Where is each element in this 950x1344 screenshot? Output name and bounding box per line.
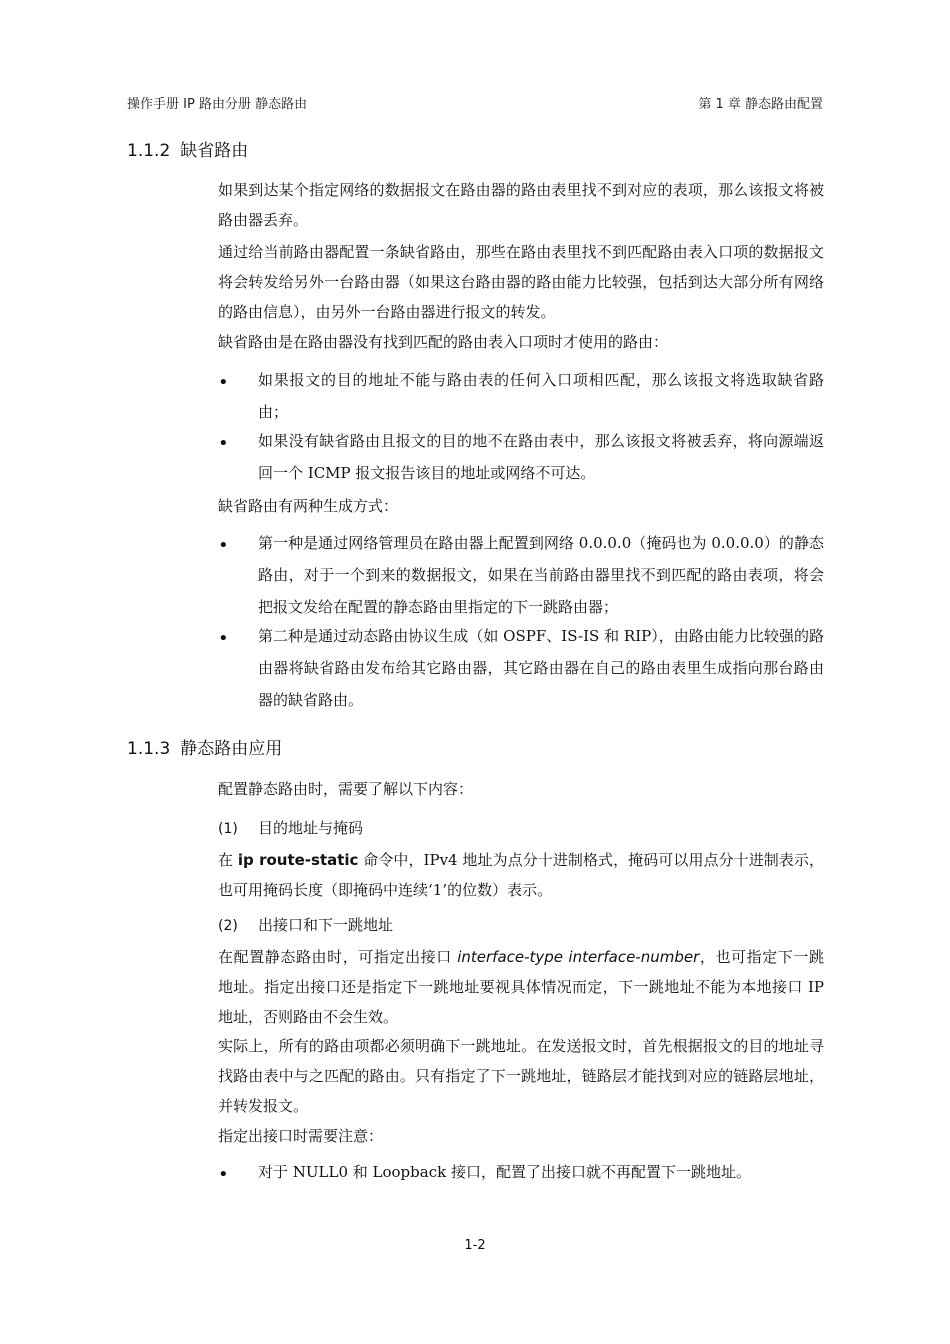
section-number: 1.1.2	[127, 141, 171, 161]
page-number: 1-2	[464, 1238, 486, 1253]
bullet-icon: •	[218, 433, 229, 454]
paragraph: 配置静态路由时，需要了解以下内容：	[218, 780, 474, 798]
item-text: 目的地址与掩码	[258, 819, 364, 837]
section-heading-1-1-2	[127, 136, 248, 161]
bullet-icon: •	[218, 1164, 229, 1185]
list-item-text: 对于 NULL0 和 Loopback 接口，配置了出接口就不再配置下一跳地址。	[258, 1163, 751, 1181]
text-run: 命令中，IPv4 地址为点分十进制格式，掩码可以用点分十进制表示，也可用掩码长度（即掩码中连续‘1’的位数）表示。	[218, 851, 824, 899]
section-heading-1-1-3	[127, 734, 282, 759]
paragraph: 通过给当前路由器配置一条缺省路由，那些在路由表里找不到匹配路由表入口项的数据报文将会转发给另外一台路由器（如果这台路由器的路由能力比较强，包括到达大部分所有网络的路由信息），由另外一台路由器进行报文的转发。	[218, 243, 824, 321]
paragraph: 缺省路由是在路由器没有找到匹配的路由表入口项时才使用的路由：	[218, 333, 669, 351]
text-run: 在配置静态路由时，可指定出接口	[218, 948, 458, 966]
paragraph	[218, 942, 824, 1032]
paragraph: 如果到达某个指定网络的数据报文在路由器的路由表里找不到对应的表项，那么该报文将被路由器丢弃。	[218, 181, 824, 229]
bullet-icon: •	[218, 535, 229, 556]
paragraph: 指定出接口时需要注意：	[218, 1127, 384, 1145]
bullet-icon: •	[218, 628, 229, 649]
section-number: 1.1.3	[127, 739, 171, 759]
command-name: ip route-static	[237, 851, 359, 869]
paragraph	[218, 845, 824, 905]
section-title: 缺省路由	[180, 141, 249, 161]
running-header-right: 第 1 章 静态路由配置	[698, 97, 823, 112]
numbered-item	[218, 813, 363, 844]
list-item-text: 第一种是通过网络管理员在路由器上配置到网络 0.0.0.0（掩码也为 0.0.0.0）的静态路由，对于一个到来的数据报文，如果在当前路由器里找不到匹配的路由表项，将会把报文发给在配置的静态路由里指定的下一跳路由器；	[258, 534, 824, 616]
list-item-text: 第二种是通过动态路由协议生成（如 OSPF、IS-IS 和 RIP），由路由能力比较强的路由器将缺省路由发布给其它路由器，其它路由器在自己的路由表里生成指向那台路由器的缺省路由。	[258, 627, 824, 709]
text-run: 在	[218, 851, 238, 869]
numbered-item	[218, 910, 393, 941]
list-item-text: 如果没有缺省路由且报文的目的地不在路由表中，那么该报文将被丢弃，将向源端返回一个 ICMP 报文报告该目的地址或网络不可达。	[258, 432, 824, 482]
text-run: ，也可指定下一跳地址。指定出接口还是指定下一跳地址要视具体情况而定，下一跳地址不能为本地接口 IP 地址，否则路由不会生效。	[218, 948, 824, 1026]
command-argument: interface-type interface-number	[457, 948, 700, 966]
section-title: 静态路由应用	[180, 739, 283, 759]
item-text: 出接口和下一跳地址	[258, 916, 394, 934]
paragraph: 缺省路由有两种生成方式：	[218, 497, 399, 515]
item-number: (2)	[218, 918, 238, 934]
bullet-icon: •	[218, 372, 229, 393]
list-item-text: 如果报文的目的地址不能与路由表的任何入口项相匹配，那么该报文将选取缺省路由；	[258, 371, 824, 421]
paragraph: 实际上，所有的路由项都必须明确下一跳地址。在发送报文时，首先根据报文的目的地址寻找路由表中与之匹配的路由。只有指定了下一跳地址，链路层才能找到对应的链路层地址，并转发报文。	[218, 1037, 824, 1115]
item-number: (1)	[218, 821, 238, 837]
running-header-left: 操作手册 IP 路由分册 静态路由	[127, 97, 308, 112]
